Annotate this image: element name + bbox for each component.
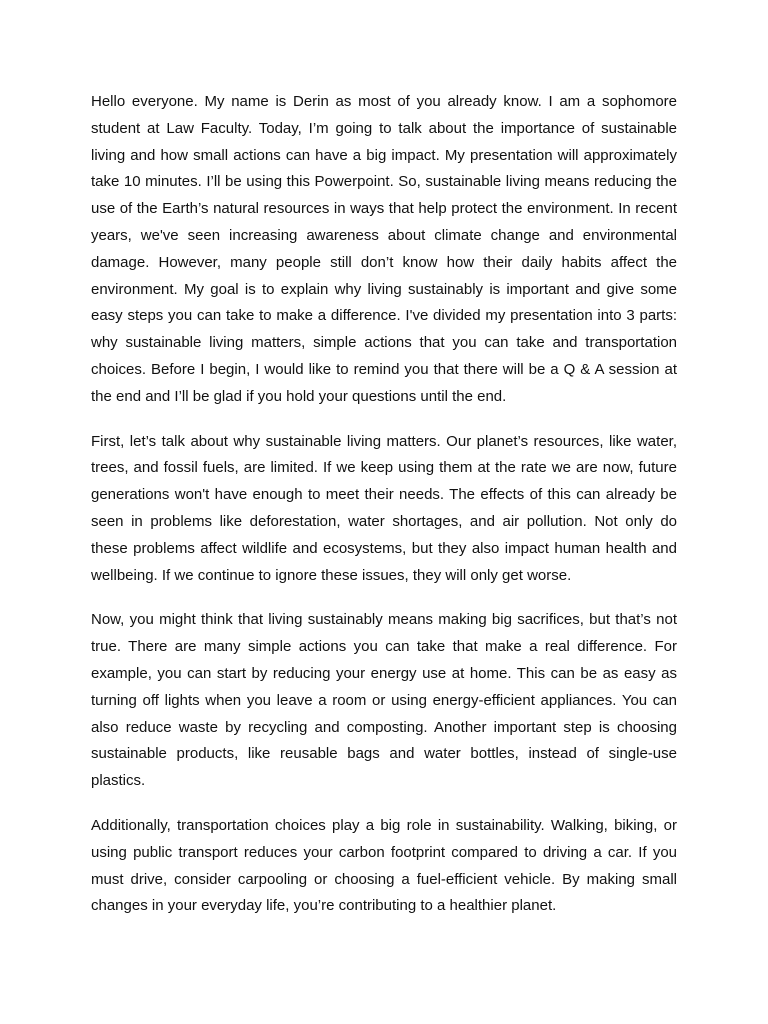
paragraph-introduction: Hello everyone. My name is Derin as most of you already know. I am a sophomore student at Law Faculty. Today, I’m going to talk about the importance of sustainable living and how small actions can have a big impact. My presentation will approximately take 10 minutes. I’ll be using this Powerpoint. So, sustainable living means reducing the use of the Earth’s natural resources in ways that help protect the environment. In recent years, we've seen increasing awareness about climate change and environmental damage. However, many people still don’t know how their daily habits affect the environment. My goal is to explain why living sustainably is important and give some easy steps you can take to make a difference. I've divided my presentation into 3 parts: why sustainable living matters, simple actions that you can take and transportation choices. Before I begin, I would like to remind you that there will be a Q & A session at the end and I’ll be glad if you hold your questions until the end. bbox=[91, 93, 677, 405]
paragraph-simple-actions: Now, you might think that living sustainably means making big sacrifices, but that’s not true. There are many simple actions you can take that make a real difference. For example, you can start by reducing your energy use at home. This can be as easy as turning off lights when you leave a room or using energy-efficient appliances. You can also reduce waste by recycling and composting. Another important step is choosing sustainable products, like reusable bags and water bottles, instead of single-use plastics. bbox=[91, 611, 677, 790]
paragraph-transportation-choices: Additionally, transportation choices play a big role in sustainability. Walking, biking, or using public transport reduces your carbon footprint compared to driving a car. If you must drive, consider carpooling or choosing a fuel-efficient vehicle. By making small changes in your everyday life, you’re contributing to a healthier planet. bbox=[91, 816, 677, 915]
document-page bbox=[91, 89, 677, 920]
paragraph-why-sustainable-living-matters: First, let’s talk about why sustainable living matters. Our planet’s resources, like water, trees, and fossil fuels, are limited. If we keep using them at the rate we are now, future generations won't have enough to meet their needs. The effects of this can already be seen in problems like deforestation, water shortages, and air pollution. Not only do these problems affect wildlife and ecosystems, but they also impact human health and wellbeing. If we continue to ignore these issues, they will only get worse. bbox=[91, 432, 677, 584]
